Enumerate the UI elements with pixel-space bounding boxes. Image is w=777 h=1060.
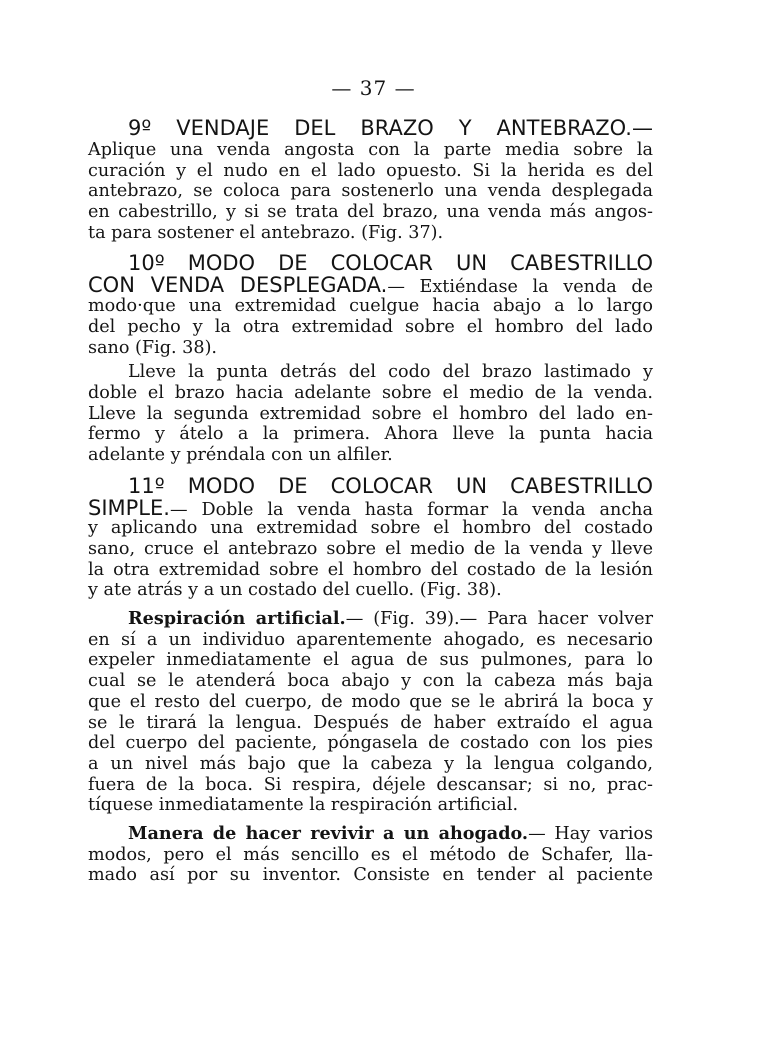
section-respiracion-artificial xyxy=(88,609,653,816)
text-run: — Hay varios xyxy=(528,823,654,844)
text-line: tíquese inmediatamente la respiración artificial. xyxy=(88,795,519,816)
text-line: a un nivel más bajo que la cabeza y la lengua colgando, xyxy=(88,753,653,774)
text-line xyxy=(88,824,653,845)
text-line: Lleve la punta detrás del codo del brazo lastimado y xyxy=(128,362,653,383)
text-line xyxy=(88,609,653,630)
text-line: sano (Fig. 38). xyxy=(88,337,218,358)
text-line: y aplicando una extremidad sobre el hombro del costado xyxy=(88,518,653,539)
text-line xyxy=(88,275,653,296)
text-line: del cuerpo del paciente, póngasela de costado con los pies xyxy=(88,733,653,754)
text-line xyxy=(88,495,653,520)
section-heading: 11º MODO DE COLOCAR UN CABESTRILLO xyxy=(128,473,653,498)
section-heading: 9º VENDAJE DEL BRAZO Y ANTEBRAZO.— xyxy=(128,116,653,140)
section-heading: 10º MODO DE COLOCAR UN CABESTRILLO xyxy=(128,251,653,276)
text-line: en sí a un individuo aparentemente ahogado, es necesario xyxy=(88,629,653,650)
section-revivir-ahogado xyxy=(88,824,653,886)
section-vendaje-brazo xyxy=(88,116,653,243)
text-line: en cabestrillo, y si se trata del brazo, una venda más angos- xyxy=(88,202,653,223)
text-line: adelante y préndala con un alfiler. xyxy=(88,444,393,465)
page-number: — 37 — xyxy=(331,76,416,100)
text-line: la otra extremidad sobre el hombro del costado de la lesión xyxy=(88,559,653,580)
section-cabestrillo-desplegada xyxy=(88,251,653,465)
page-body xyxy=(88,116,653,886)
text-line: que el resto del cuerpo, de modo que se le abrirá la boca y xyxy=(88,691,653,712)
text-line: Aplique una venda angosta con la parte media sobre la xyxy=(88,140,653,160)
section-heading-continued: CON VENDA DESPLEGADA. xyxy=(88,273,388,298)
text-line: expeler inmediatamente el agua de sus pulmones, para lo xyxy=(88,650,653,671)
section-heading-continued: SIMPLE. xyxy=(88,495,170,520)
text-line: sano, cruce el antebrazo sobre el medio de la venda y lleve xyxy=(88,539,653,559)
text-line: y ate atrás y a un costado del cuello. (Fig. 38). xyxy=(88,580,502,601)
paragraph-title: Respiración artificial. xyxy=(128,608,346,630)
paragraph xyxy=(88,362,653,465)
text-line: curación y el nudo en el lado opuesto. Si la herida es del xyxy=(88,160,653,181)
text-line: mado así por su inventor. Consiste en tender al paciente xyxy=(88,865,653,886)
text-line: modo·que una extremidad cuelgue hacia abajo a lo largo xyxy=(88,296,653,317)
text-line: se le tirará la lengua. Después de haber extraído el agua xyxy=(88,712,653,733)
text-line: Lleve la segunda extremidad sobre el hombro del lado en- xyxy=(88,403,653,424)
section-cabestrillo-simple xyxy=(88,474,653,601)
text-line: cual se le atenderá boca abajo y con la cabeza más baja xyxy=(88,671,653,692)
text-run: — Doble la venda hasta formar la venda ancha xyxy=(169,499,653,520)
text-line: fermo y átelo a la primera. Ahora lleve la punta hacia xyxy=(88,424,653,445)
text-line: del pecho y la otra extremidad sobre el hombro del lado xyxy=(88,316,653,337)
text-run: — (Fig. 39).— Para hacer volver xyxy=(345,609,653,630)
text-line: modos, pero el más sencillo es el método de Schafer, lla- xyxy=(88,844,653,865)
paragraph-title: Manera de hacer revivir a un ahogado. xyxy=(128,822,529,844)
text-line: ta para sostener el antebrazo. (Fig. 37). xyxy=(88,222,444,243)
text-run: — Extiéndase la venda de xyxy=(387,277,653,298)
text-line: doble el brazo hacia adelante sobre el medio de la venda. xyxy=(88,382,653,403)
text-line: fuera de la boca. Si respira, déjele descansar; si no, prac- xyxy=(88,774,653,795)
text-line: antebrazo, se coloca para sostenerlo una venda desplegada xyxy=(88,181,653,202)
